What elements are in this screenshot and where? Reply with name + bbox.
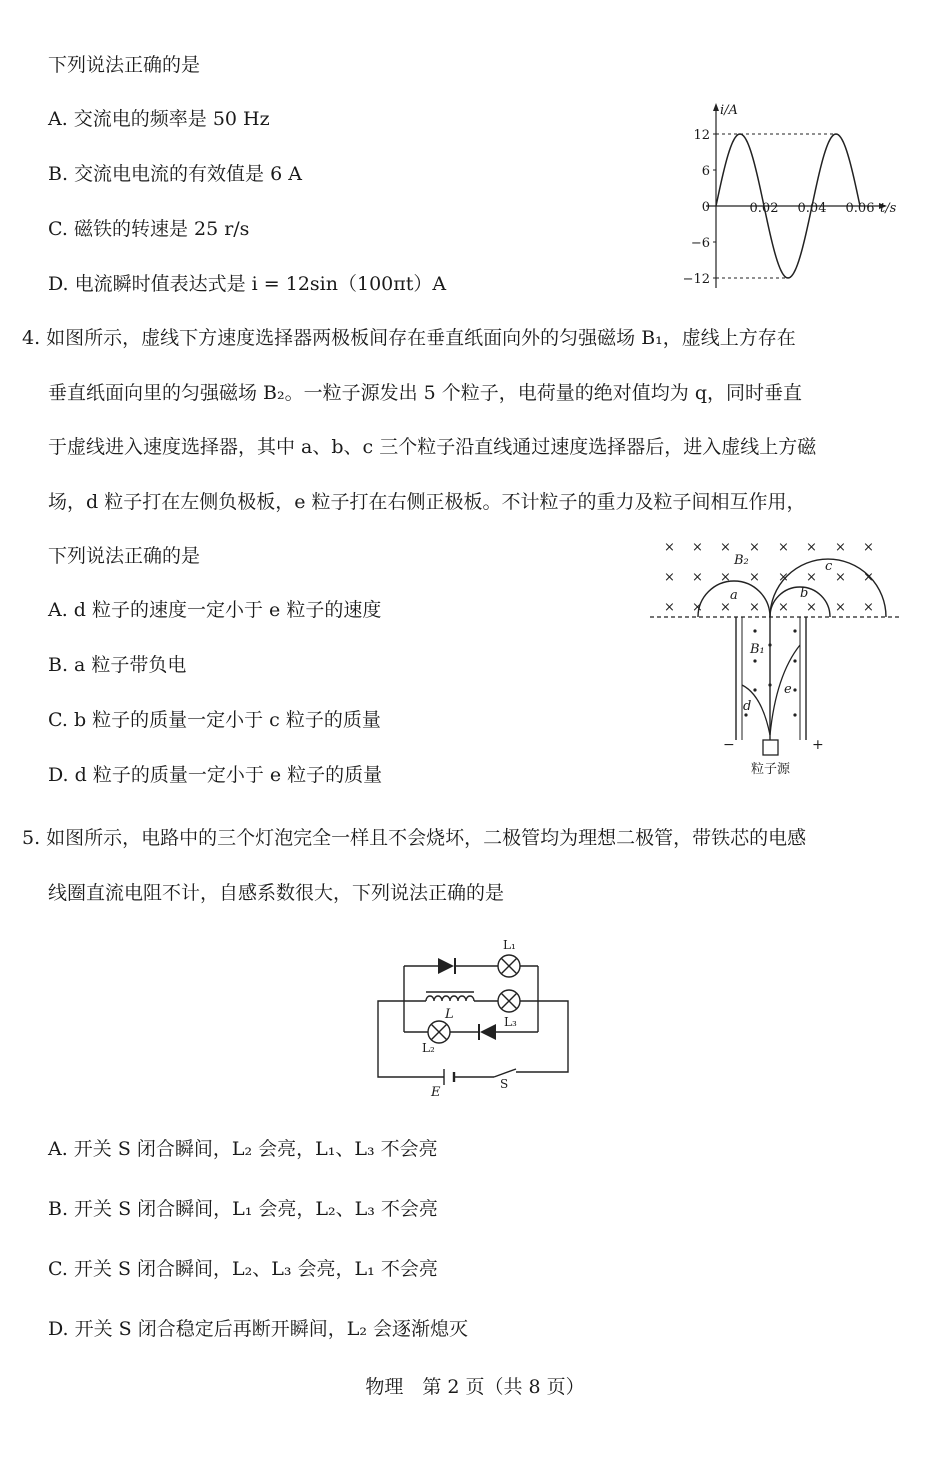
- q4-line-2: 垂直纸面向里的匀强磁场 B₂。一粒子源发出 5 个粒子，电荷量的绝对值均为 q，同时垂直: [48, 382, 802, 404]
- diode-bottom: [480, 1024, 496, 1040]
- svg-text:×: ×: [749, 600, 760, 615]
- q3-option-d: D. 电流瞬时值表达式是 i = 12sin（100πt）A: [48, 273, 447, 295]
- svg-text:×: ×: [778, 570, 789, 585]
- svg-text:×: ×: [863, 600, 874, 615]
- plus-sign: +: [812, 737, 824, 753]
- svg-text:×: ×: [720, 570, 731, 585]
- svg-text:×: ×: [778, 600, 789, 615]
- svg-text:×: ×: [806, 540, 817, 555]
- current-time-chart: [670, 98, 910, 298]
- x-tick-label: 0.04: [797, 201, 827, 216]
- label-a: a: [730, 588, 738, 603]
- x-axis-label: t/s: [880, 201, 897, 216]
- b2-label: B₂: [734, 553, 749, 568]
- particle-source-box: [763, 740, 778, 755]
- q4-line-4: 场，d 粒子打在左侧负极板，e 粒子打在右侧正极板。不计粒子的重力及粒子间相互作用，: [48, 491, 806, 513]
- svg-text:×: ×: [692, 540, 703, 555]
- label-switch: S: [500, 1077, 509, 1091]
- svg-text:×: ×: [749, 540, 760, 555]
- label-l1: L₁: [503, 938, 516, 952]
- page-footer: 物理 第 2 页（共 8 页）: [365, 1376, 585, 1398]
- q5-line-2: 线圈直流电阻不计，自感系数很大，下列说法正确的是: [48, 882, 505, 904]
- label-d: d: [743, 699, 752, 714]
- svg-text:×: ×: [778, 540, 789, 555]
- x-tick-label: 0.02: [749, 201, 779, 216]
- q4-option-c: C. b 粒子的质量一定小于 c 粒子的质量: [48, 709, 381, 731]
- y-tick-label: −6: [690, 236, 710, 251]
- switch-blade: [494, 1069, 516, 1077]
- q3-option-a: A. 交流电的频率是 50 Hz: [48, 108, 270, 130]
- q3-stem-tail: 下列说法正确的是: [48, 54, 201, 76]
- label-c: c: [825, 559, 833, 574]
- q4-option-a: A. d 粒子的速度一定小于 e 粒子的速度: [48, 599, 382, 621]
- svg-text:×: ×: [806, 570, 817, 585]
- q5-option-c: C. 开关 S 闭合瞬间，L₂、L₃ 会亮，L₁ 不会亮: [48, 1258, 438, 1280]
- q4-line-3: 于虚线进入速度选择器，其中 a、b、c 三个粒子沿直线通过速度选择器后，进入虚线上方磁: [48, 436, 817, 458]
- x-tick-label: 0.06: [845, 201, 875, 216]
- label-inductor: L: [445, 1007, 454, 1022]
- svg-text:×: ×: [720, 600, 731, 615]
- q4-option-b: B. a 粒子带负电: [48, 654, 187, 676]
- svg-text:×: ×: [835, 600, 846, 615]
- q3-option-b: B. 交流电电流的有效值是 6 A: [48, 163, 302, 185]
- svg-text:×: ×: [835, 570, 846, 585]
- svg-text:×: ×: [863, 540, 874, 555]
- svg-text:×: ×: [720, 540, 731, 555]
- svg-text:×: ×: [664, 570, 675, 585]
- svg-text:×: ×: [806, 600, 817, 615]
- label-e: e: [784, 682, 792, 697]
- label-b: b: [800, 586, 809, 601]
- svg-text:×: ×: [664, 600, 675, 615]
- q5-option-b: B. 开关 S 闭合瞬间，L₁ 会亮，L₂、L₃ 不会亮: [48, 1198, 438, 1220]
- inductor-coil: [426, 996, 474, 1001]
- diode-top: [438, 958, 454, 974]
- q3-option-c: C. 磁铁的转速是 25 r/s: [48, 218, 250, 240]
- b2-field-crosses: [664, 540, 874, 615]
- velocity-selector-figure: [650, 535, 900, 785]
- svg-text:×: ×: [692, 570, 703, 585]
- y-tick-label: 6: [701, 164, 710, 179]
- label-l2: L₂: [422, 1041, 435, 1055]
- label-l3: L₃: [504, 1015, 517, 1029]
- q4-line-1: 4. 如图所示，虚线下方速度选择器两极板间存在垂直纸面向外的匀强磁场 B₁，虚线上方存在: [22, 327, 796, 349]
- q5-line-1: 5. 如图所示，电路中的三个灯泡完全一样且不会烧坏，二极管均为理想二极管，带铁芯的电感: [22, 827, 807, 849]
- wire-left-outer: [378, 1001, 444, 1077]
- y-axis-arrow: [713, 103, 719, 111]
- y-tick-label: 0: [701, 200, 710, 215]
- svg-text:×: ×: [692, 600, 703, 615]
- y-tick-label: −12: [682, 272, 710, 287]
- svg-text:×: ×: [749, 570, 760, 585]
- svg-text:×: ×: [835, 540, 846, 555]
- q5-option-d: D. 开关 S 闭合稳定后再断开瞬间，L₂ 会逐渐熄灭: [48, 1318, 469, 1340]
- y-tick-label: 12: [693, 128, 710, 143]
- q4-line-5: 下列说法正确的是: [48, 545, 201, 567]
- q4-option-d: D. d 粒子的质量一定小于 e 粒子的质量: [48, 764, 383, 786]
- wire-right-outer: [516, 1001, 568, 1072]
- b1-label: B₁: [750, 642, 765, 657]
- y-axis-label: i/A: [720, 103, 738, 118]
- svg-text:×: ×: [664, 540, 675, 555]
- circuit-figure: [370, 932, 580, 1102]
- label-battery: E: [431, 1085, 441, 1100]
- minus-sign: −: [723, 737, 735, 753]
- svg-text:×: ×: [863, 570, 874, 585]
- q5-option-a: A. 开关 S 闭合瞬间，L₂ 会亮，L₁、L₃ 不会亮: [48, 1138, 438, 1160]
- particle-source-label: 粒子源: [751, 762, 791, 777]
